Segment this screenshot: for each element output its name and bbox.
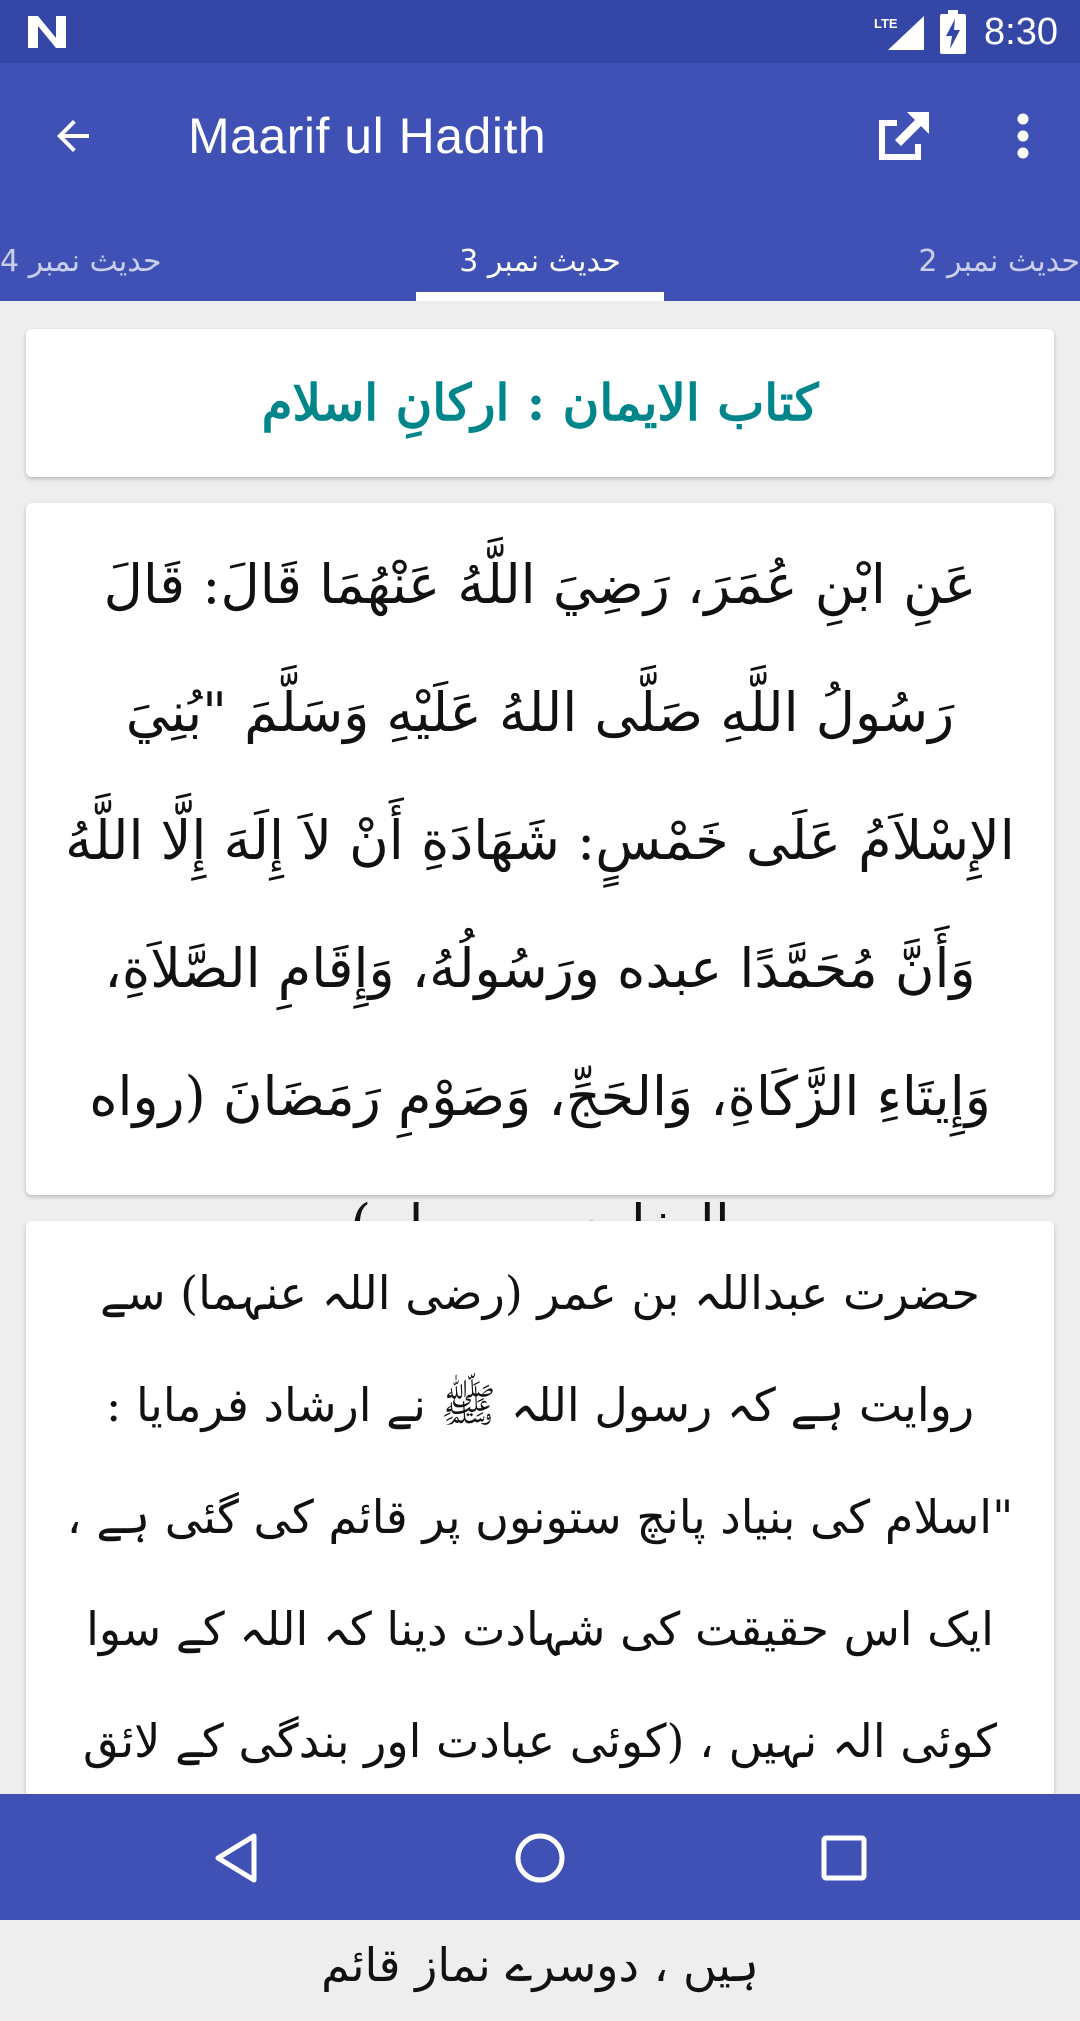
system-nav-bar	[0, 1794, 1080, 1920]
arabic-hadith-card	[26, 503, 1054, 1195]
tab-hadith-2[interactable]: حدیث نمبر 2	[918, 244, 1080, 279]
lte-label: LTE	[874, 16, 898, 31]
urdu-translation-text: حضرت عبداللہ بن عمر (رضی اللہ عنہما) سے روایت ہے کہ رسول اللہ ﷺ نے ارشاد فرمایا : "اسلام کی بنیاد پانچ ستونوں پر قائم کی گئی ہے ، ایک اس حقیقت کی شہادت دینا کہ اللہ کے سوا کوئی الہ نہیں ، (کوئی عبادت اور بندگی کے لائق ہیں ، دوسرے نماز قائم	[66, 1266, 1014, 1992]
nav-recent-apps-icon	[820, 1834, 868, 1882]
chapter-card	[26, 329, 1054, 477]
nav-recent-apps-button[interactable]	[804, 1818, 884, 1898]
back-button[interactable]	[40, 103, 106, 169]
more-options-button[interactable]	[990, 103, 1056, 169]
nav-back-button[interactable]	[196, 1818, 276, 1898]
chapter-title: کتاب الایمان : ارکانِ اسلام	[261, 373, 819, 432]
active-tab-indicator	[416, 292, 664, 301]
more-vert-icon	[1016, 113, 1030, 159]
status-clock: 8:30	[984, 11, 1058, 53]
lte-signal-icon	[874, 14, 926, 50]
share-external-icon	[873, 110, 931, 162]
tab-hadith-3[interactable]: حدیث نمبر 3	[459, 244, 621, 279]
nav-back-icon	[212, 1832, 260, 1884]
n-logo-icon	[24, 10, 70, 54]
arabic-hadith-text: عَنِ ابْنِ عُمَرَ، رَضِيَ اللَّهُ عَنْهُمَا قَالَ: قَالَ رَسُولُ اللَّهِ صَلَّى اللهُ عَلَيْهِ وَسَلَّمَ "بُنِيَ الإِسْلاَمُ عَلَى خَمْسٍ: شَهَادَةِ أَنْ لاَ إِلَهَ إِلَّا اللَّهُ وَأَنَّ مُحَمَّدًا عبده ورَسُولُهُ، وَإِقَامِ الصَّلاَةِ، وَإِيتَاءِ الزَّكَاةِ، وَالحَجِّ، وَصَوْمِ رَمَضَانَ (رواه	[65, 553, 1015, 1128]
nav-home-button[interactable]	[500, 1818, 580, 1898]
app-bar	[0, 63, 1080, 301]
share-button[interactable]	[866, 103, 938, 169]
urdu-translation-card	[26, 1221, 1054, 1992]
nav-home-icon	[514, 1832, 566, 1884]
status-bar	[0, 0, 1080, 63]
battery-charging-icon	[940, 10, 966, 54]
tab-hadith-4[interactable]: حدیث نمبر 4	[0, 244, 162, 279]
app-title: Maarif ul Hadith	[188, 108, 547, 164]
arrow-back-icon	[49, 112, 97, 160]
